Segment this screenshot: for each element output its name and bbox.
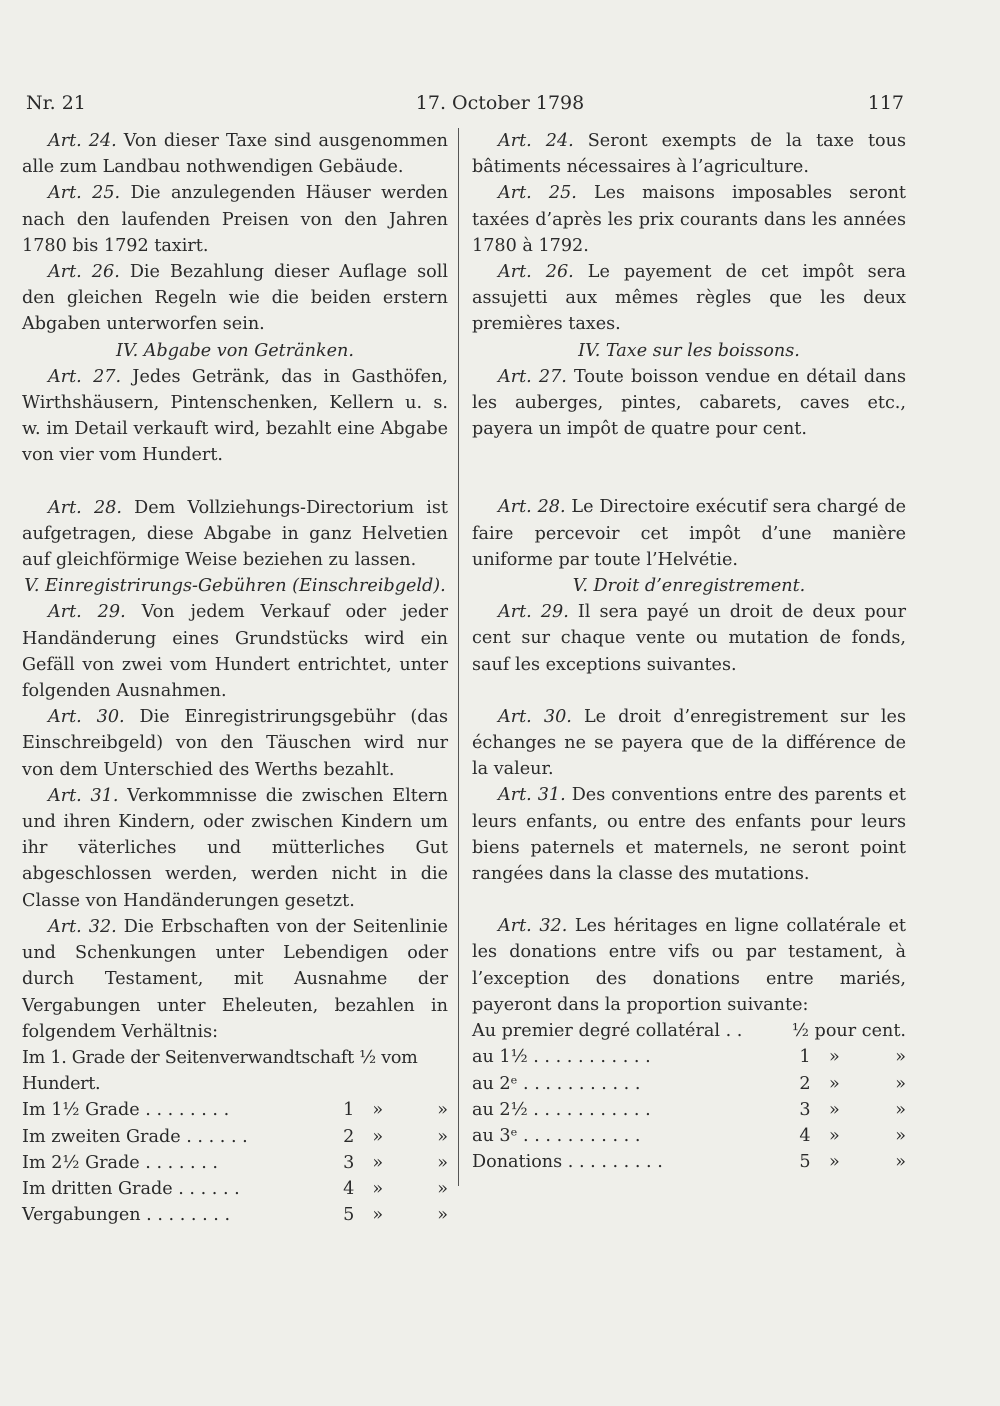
article-29-fr: Art. 29. Il sera payé un droit de deux pour cent sur chaque vente ou mutation de fonds, sauf les exceptions suivantes. <box>472 602 906 675</box>
scale-row <box>472 1097 906 1123</box>
scale-cell-label: Donations . . . . . . . . . <box>472 1152 663 1173</box>
scale-cell-label: Im dritten Grade . . . . . . <box>22 1178 240 1199</box>
article-30-de: Art. 30. Die Einregistrirungsgebühr (das Einschreibgeld) von den Täuschen wird nur von dem Unterschied des Werths bezahlt. <box>22 707 449 780</box>
article-31-de: Art. 31. Verkommnisse die zwischen Eltern und ihren Kindern, oder zwischen Kindern um ihr väterliches und mütterliches Gut abgeschlossen werden, werden nicht in die Classe von Handänderungen gesetzt. <box>22 785 448 911</box>
article-24-de: Art. 24. Von dieser Taxe sind ausgenommen alle zum Landbau nothwendigen Gebäude. <box>22 131 448 178</box>
scale-cell-value: 4 <box>343 1178 355 1199</box>
scale-table-de <box>22 1097 448 1228</box>
scale-cell-q2: » <box>895 1125 906 1146</box>
scale-cell-value: 4 <box>799 1125 811 1146</box>
column-divider <box>458 128 459 1186</box>
section-heading-iv-de: IV. Abgabe von Getränken. <box>116 340 354 361</box>
scale-row <box>472 1123 906 1149</box>
scale-cell-q2: » <box>895 1099 906 1120</box>
scale-cell-q1: » <box>372 1178 384 1199</box>
scale-row <box>472 1044 906 1070</box>
article-27-fr: Art. 27. Toute boisson vendue en détail dans les auberges, pintes, cabarets, caves etc., payera un impôt de quatre pour cent. <box>472 366 906 440</box>
article-30-fr: Art. 30. Le droit d’enregistrement sur les échanges ne se payera que de la différence de la valeur. <box>472 706 906 780</box>
article-27-de: Art. 27. Jedes Getränk, das in Gasthöfen, Wirthshäusern, Pintenschenken, Kellern u. s. w. im Detail verkauft wird, bezahlt eine Abgabe von vier vom Hundert. <box>22 366 449 466</box>
section-heading-v-fr: V. Droit d’enregistrement. <box>572 576 806 597</box>
page-header <box>0 92 1000 116</box>
scale-cell-value: 1 <box>343 1100 355 1121</box>
page-date: 17. October 1798 <box>415 92 585 114</box>
article-32-de: Art. 32. Die Erbschaften von der Seitenlinie und Schenkungen unter Lebendigen oder durch Testament, mit Ausnahme der Vergabungen unter Eheleuten, bezahlen in folgendem Verhältnis: <box>22 916 448 1042</box>
article-25-fr: Art. 25. Les maisons imposables seront taxées d’après les prix courants dans les années 1780 à 1792. <box>472 183 906 256</box>
scale-cell-q1: » <box>372 1126 384 1147</box>
french-column <box>472 128 906 1175</box>
scale-cell-q1: » <box>372 1205 384 1226</box>
article-29-de: Art. 29. Von jedem Verkauf oder jeder Handänderung eines Grundstücks wird ein Gefäll von zwei vom Hundert entrichtet, unter folgenden Ausnahmen. <box>22 602 448 702</box>
article-28-fr: Art. 28. Le Directoire exécutif sera chargé de faire percevoir cet impôt d’une manière uniforme par toute l’Helvétie. <box>472 497 907 570</box>
article-28-de: Art. 28. Dem Vollziehungs-Directorium ist aufgetragen, diese Abgabe in ganz Helvetien auf gleichförmige Weise beziehen zu lassen. <box>22 497 448 571</box>
scale-cell-value: 2 <box>799 1073 811 1094</box>
scale-row <box>472 1071 906 1097</box>
scale-cell-value: 3 <box>799 1099 811 1120</box>
page-number: 117 <box>867 92 904 114</box>
scale-cell-value: 5 <box>343 1205 355 1226</box>
scale-row <box>22 1124 448 1150</box>
scale-cell-label: au 1½ . . . . . . . . . . . <box>472 1047 651 1068</box>
scale-first-row-fr: Au premier degré collatéral . . ½ pour cent. <box>472 1021 906 1042</box>
article-31-fr: Art. 31. Des conventions entre des parents et leurs enfants, ou entre des enfants pour leurs biens paternels et maternels, ne seront point rangées dans la classe des mutations. <box>472 785 906 885</box>
scale-cell-q2: » <box>895 1047 906 1068</box>
scale-cell-label: au 2ᵉ . . . . . . . . . . . <box>472 1073 641 1094</box>
scale-row <box>22 1202 448 1228</box>
section-heading-iv-fr: IV. Taxe sur les boissons. <box>578 340 800 361</box>
section-heading-v-de: V. Einregistrirungs-Gebühren (Einschreibgeld). <box>24 576 446 597</box>
scale-cell-value: 1 <box>799 1047 811 1068</box>
scale-cell-q2: » <box>437 1205 448 1226</box>
scale-cell-label: Im 2½ Grade . . . . . . . <box>22 1152 218 1173</box>
scale-cell-value: 2 <box>343 1126 355 1147</box>
article-24-fr: Art. 24. Seront exempts de la taxe tous bâtiments nécessaires à l’agriculture. <box>472 131 906 178</box>
scale-cell-q2: » <box>437 1126 448 1147</box>
scale-first-row-de: Im 1. Grade der Seitenverwandtschaft ½ vom Hundert. <box>22 1047 418 1095</box>
scale-cell-label: au 2½ . . . . . . . . . . . <box>472 1099 651 1120</box>
german-column <box>22 128 448 1228</box>
scale-cell-q2: » <box>437 1152 448 1173</box>
scale-row <box>22 1097 448 1123</box>
scale-row <box>472 1149 906 1175</box>
scale-cell-q1: » <box>372 1152 384 1173</box>
scale-cell-label: Im zweiten Grade . . . . . . <box>22 1126 248 1147</box>
scale-cell-q1: » <box>829 1073 840 1094</box>
article-25-de: Art. 25. Die anzulegenden Häuser werden nach den laufenden Preisen von den Jahren 1780 bis 1792 taxirt. <box>22 183 448 256</box>
scale-cell-value: 5 <box>799 1152 811 1173</box>
article-26-de: Art. 26. Die Bezahlung dieser Auflage soll den gleichen Regeln wie die beiden erstern Abgaben unterworfen sein. <box>22 262 448 335</box>
scale-row <box>22 1176 448 1202</box>
scale-cell-q2: » <box>895 1073 906 1094</box>
scale-row <box>22 1150 448 1176</box>
scale-cell-label: au 3ᵉ . . . . . . . . . . . <box>472 1125 641 1146</box>
scale-cell-q1: » <box>829 1152 840 1173</box>
scale-cell-q1: » <box>829 1125 840 1146</box>
scale-table-fr <box>472 1044 906 1175</box>
issue-number: Nr. 21 <box>26 92 86 114</box>
scale-cell-q1: » <box>372 1100 384 1121</box>
scale-cell-q2: » <box>437 1178 448 1199</box>
scale-cell-q1: » <box>829 1047 840 1068</box>
article-26-fr: Art. 26. Le payement de cet impôt sera assujetti aux mêmes règles que les deux premières taxes. <box>472 262 907 335</box>
scale-cell-q2: » <box>895 1152 906 1173</box>
scale-cell-label: Im 1½ Grade . . . . . . . . <box>22 1100 230 1121</box>
scale-cell-q1: » <box>829 1099 840 1120</box>
scale-cell-value: 3 <box>343 1152 355 1173</box>
scale-cell-label: Vergabungen . . . . . . . . <box>22 1205 231 1226</box>
article-32-fr: Art. 32. Les héritages en ligne collatérale et les donations entre vifs ou par testament, à l’exception des donations entre mariés, payeront dans la proportion suivante: <box>472 916 906 1015</box>
scale-cell-q2: » <box>437 1100 448 1121</box>
